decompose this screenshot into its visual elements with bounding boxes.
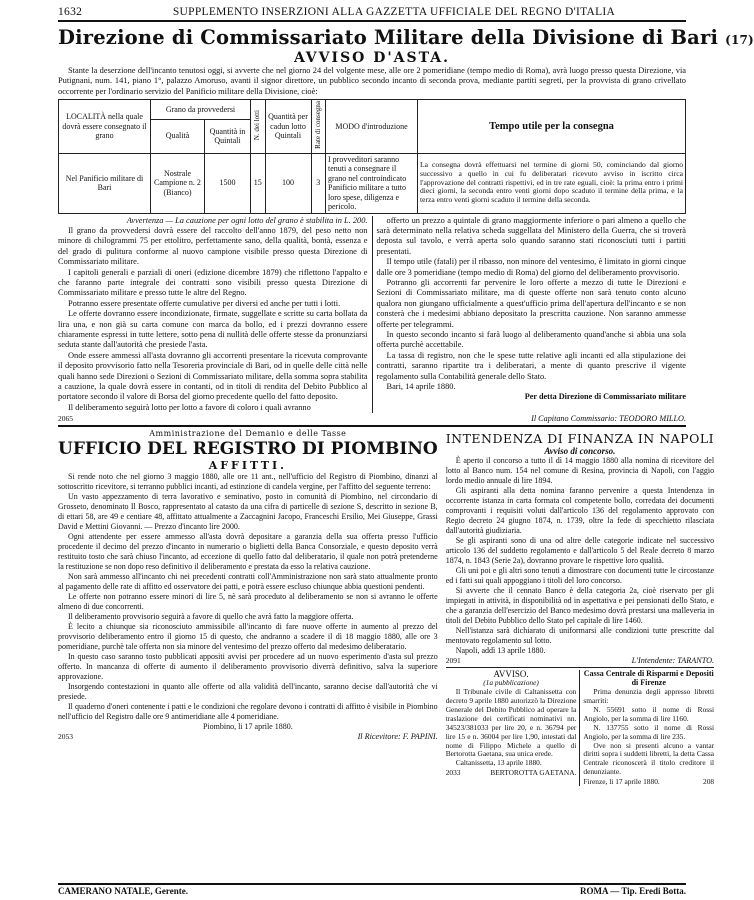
bari-notice xyxy=(58,26,754,424)
bari-avvertenza: Avvertenza — La cauzione per ogni lotto del grano è stabilita in L. 200. xyxy=(126,215,368,225)
page-footer xyxy=(58,883,686,896)
col-localita: LOCALITÀ nella quale dovrà essere consegnato il grano xyxy=(59,100,151,153)
bari-num: 2065 xyxy=(58,414,73,424)
piombino-num: 2053 xyxy=(58,732,73,742)
bari-intro: Stante la deserzione dell'incanto tenutosi oggi, si avverte che nel giorno 24 del volgente mese, alle ore 2 pomeridiane (tempo medio di Roma), avrà luogo presso questa Direzione, via Putignani, num. 141, piano 1°, palazzo Amoruso, avanti il signor direttore, un pubblico secondo incanto di seconda prova, mediante partiti segreti, per la provvista di grano crivellato occorrente per l'ordinario servizio del Panificio militare della Divisione, cioè: xyxy=(58,66,686,96)
firenze-notice: Cassa Centrale di Risparmi e Depositi di Firenze Prima denunzia degli appresso libretti smarriti: N. 55691 sotto il nome di Rossi Angiolo, per la somma di lire 1160. N. 137755 sotto il nome di Rossi Angiolo, per la somma di lire 235. Ove non si presenti alcuno a vantar diritti sopra i suddetti libretti, la detta Cassa Centrale riconoscerà il titolo creditore il denunziante. Firenze, li 17 aprile 1880. 208 xyxy=(583,669,715,787)
caltanissetta-notice: AVVISO. (1a pubblicazione) Il Tribunale civile di Caltanissetta con decreto 9 aprile 1880 autorizzò la Direzione Generale del Debito Pubblico ad operare la traslazione dei certificati nominativi nn. 34523/381033 per lire 20, e n. 36794 per lire 15 e n. 36004 per lire 1,90, intestati dal nome di Filippo Michele a quello di Bertorotta Gaetana, sua unica erede. Caltanissetta, 13 aprile 1880. 2033 BERTOROTTA GAETANA. xyxy=(445,669,577,778)
footer-printer: ROMA — Tip. Eredi Botta. xyxy=(579,886,686,896)
bari-title: Direzione di Commissariato Militare della Divisione di Bari (17) xyxy=(58,26,754,49)
running-title: SUPPLEMENTO INSERZIONI ALLA GAZZETTA UFFICIALE DEL REGNO D'ITALIA xyxy=(172,6,616,18)
napoli-subtitle: Avviso di concorso. xyxy=(544,446,616,457)
col-lotti: N. dei lotti xyxy=(251,100,266,153)
table-row: Nel Panificio militare di Bari Nostrale Campione n. 2 (Bianco) 1500 15 100 3 I provveditori saranno tenuti a consegnare il grano nel controindicato Panificio militare a tutto loro spese, diligenza e pericolo. La consegna dovrà effettuarsi nel termine di giorni 50, cominciando dal giorno successivo a quello in cui fu deliberatari ricevuto avviso in iscritto circa l'approvazione del contratti rispettivi, ed in tre rate eguali, cioè: la prima entro i primi dieci giorni, la seconda entro venti giorni dopo scaduto il termine della prima, e la terza entro venti giorni scaduto il termine della seconda. xyxy=(59,153,686,213)
napoli-title: INTENDENZA DI FINANZA IN NAPOLI xyxy=(445,431,715,447)
napoli-signature: L'Intendente: TARANTO. xyxy=(631,656,715,666)
bari-signature1: Per detta Direzione di Commissariato militare xyxy=(524,392,686,402)
col-quantita: Quantità in Quintali xyxy=(205,119,251,153)
piombino-title: UFFICIO DEL REGISTRO DI PIOMBINO xyxy=(58,439,438,460)
piombino-notice: Amministrazione del Demanio e delle Tasse UFFICIO DEL REGISTRO DI PIOMBINO AFFITTI. Si rende noto che nel giorno 3 maggio 1880, alle ore 11 ant., nell'ufficio del Registro di Piombino, dinanzi al sottoscritto ricevitore, si terranno pubblici incanti, ad estinzione di candela vergine, per l'affitto del seguente terreno: Un vasto appezzamento di terra lavorativo e seminativo, posto in comunità di Piombino, nel circondario di Grosseto, denominato Il Bosco, rappresentato al catasto da una cifra di particelle di sezione S, descritto in sezione B, di ettari 58, are 49 e centiare 48, affittato attualmente a Zaccagnini Jacopo, Franceschi Ersilio, Mei Giuseppe, Grassi David e Mettini Giovanni. — Prezzo d'incanto lire 2000. Ogni attendente per essere ammesso all'asta dovrà depositare a garanzia della sua offerta presso l'ufficio procedente il decimo del prezzo d'incanto in numerario o biglietti della Banca Consorziale, e questo deposito verrà restituito tosto che sarà chiuso l'incanto, ad eccezione di quello fatto dal deliberatario, il quale non potrà pretenderne la restituzione se non dopo reso definitivo il deliberamento e prestata da esso la relativa cauzione. Non sarà ammesso all'incanto chi nei precedenti contratti coll'Amministrazione non sarà stato attualmente pronto al pagamento delle rate di affitto ed osservatore dei patti, e potrà essere escluso chiunque abbia questioni pendenti. Le offerte non potranno essere minori di lire 5, nè sarà proceduto al deliberamento se non si avranno le offerte almeno di due concorrenti. Il deliberamento provvisorio seguirà a favore di quello che avrà fatto la maggiore offerta. È lecito a chiunque sia riconosciuto ammissibile all'incanto di fare nuove offerte in aumento al prezzo del provvisorio deliberamento entro il giorno 15 di questo, che andranno a scadere il dì 18 maggio 1880, alle ore 3 pomeridiane, purchè tale offerta non sia minore del ventesimo del prezzo offerto dal medesimo deliberatario. In questo caso saranno tosto pubblicati appositi avvisi per procedere ad un nuovo esperimento d'asta sul prezzo offerto. In mancanza di offerte di aumento il deliberamento provvisorio diverrà definitivo, salva la superiore approvazione. Insorgendo contestazioni in quanto alle offerte od alla validità dell'incanto, saranno decise dall'autorità che vi presiede. Il quaderno d'oneri contenente i patti e le condizioni che regolare devono i contratti di affitto è visibile in Piombino nell'ufficio del Registro dalle ore 9 antimeridiane alle 4 pomeridiane. Piombino, li 17 aprile 1880. 2053 Il Ricevitore: F. PAPINI. xyxy=(58,429,438,742)
page-number: 1632 xyxy=(58,6,83,18)
piombino-date: Piombino, li 17 aprile 1880. xyxy=(202,722,293,732)
newspaper-page xyxy=(58,6,754,896)
right-lower-column: INTENDENZA DI FINANZA IN NAPOLI Avviso di concorso. È aperto il concorso a tutto il dì 14 maggio 1880 alla nomina di ricevitore del lotto al Banco num. 154 nel comune di Resina, provincia di Napoli, con l'aggio lordo medio annuale di lire 1894. Gli aspiranti alla detta nomina faranno pervenire a questa Intendenza in occorrente istanza in carta formata col competente bollo, corredata dei documenti comprovanti i requisiti voluti dall'articolo 136 del regolamento approvato con Regio decreto 24 giugno 1874, n. 1739, oltre la fede di specchietto rilasciata dall'autorità giudiziaria. Se gli aspiranti sono di una od altre delle categorie indicate nel successivo articolo 136 del suddetto regolamento e dall'articolo 5 del Reale decreto 8 marzo 1874, n. 1843 (Serie 2a), dovranno provare le rispettive loro qualità. Gli uni poi e gli altri sono tenuti a dimostrare con documenti tutte le circostanze ed i fatti sui quali appoggiano i titoli del loro concorso. Si avverte che il cennato Banco è della categoria 2a, cioè riservato per gli impiegati in attività, in disponibilità od in aspettativa e pei pensionati dello Stato, e che a garanzia dell'esercizio del Banco medesimo dovrà prestarsi una malleveria in titoli del Debito Pubblico dello Stato pel capitale di lire 1460. Nell'istanza sarà dichiarato di uniformarsi alle condizioni tutte prescritte dal mentovato regolamento sul lotto. Napoli, addì 13 aprile 1880. 2091 L'Intendente: TARANTO. AVVISO. (1a pubblicazione) Il Tribunale civile di Caltanissetta con decreto 9 aprile 1880 autorizzò la Direzione Generale del Debito Pubblico ad operare la traslazione dei certificati nominativi nn. 34523/381033 per lire 20, e n. 36794 per lire 15 e n. 36004 per lire 1,90, intestati dal nome di Filippo Michele a quello di Bertorotta Gaetana, sua unica erede. Caltanissetta, 13 aprile 1880. 2033 BERTOROTTA GAETANA. Cassa Centrale di Risparmi e Depositi di Firenze Prima denunzia degli appresso libretti smarriti: N. 55691 sotto il nome di Rossi Angiolo, per la somma di lire 1160. N. 137755 sotto il nome di Rossi Angiolo, per la somma di lire 235. Ove non si presenti alcuno a vantar diritti sopra i suddetti libretti, la detta Cassa Centrale riconoscerà il titolo creditore il denunziante. Firenze, li 17 aprile 1880. 208 xyxy=(445,431,715,787)
col-rate: Rate di consegna xyxy=(311,100,326,153)
piombino-subtitle: AFFITTI. xyxy=(208,459,287,473)
bari-right-column: offerto un prezzo a quintale di grano maggiormente inferiore o pari almeno a quello che sarà determinato nella relativa scheda suggellata del Ministero della Guerra, che si troverà deposta sul tavolo, e verrà aperta solo quando saranno stati riconosciuti tutti i partiti presentati. Il tempo utile (fatali) per il ribasso, non minore del ventesimo, è limitato in giorni cinque dalle ore 3 pomeridiane (tempo medio di Roma) del giorno del deliberamento provvisorio. Potranno gli accorrenti far pervenire le loro offerte a mezzo di tutte le Direzioni e Sezioni di Commissariato militare, ma di queste offerte non sarà tenuto conto alcuno qualora non giungano ufficialmente a quest'ufficio prima dell'apertura dell'incanto e se non consterà che i medesimi abbiano depositato la prescritta cauzione. Non saranno ammesse offerte per telegrammi. In questo secondo incanto si farà luogo al deliberamento quand'anche si abbia una sola offerta purchè accettabile. La tassa di registro, non che le spese tutte relative agli incanti ed alla stipulazione dei contratti, saranno ripartite tra i deliberatari, a mente di quanto prescrive il vigente regolamento sulla Contabilità generale dello Stato. Bari, 14 aprile 1880. Per detta Direzione di Commissariato militare xyxy=(376,215,686,402)
col-tempo: Tempo utile per la consegna xyxy=(418,100,686,153)
col-qualita: Qualità xyxy=(151,119,205,153)
bari-subtitle: AVVISO D'ASTA. xyxy=(293,50,451,66)
bari-signature2: Il Capitano Commissario: TEODORO MILLO. xyxy=(531,414,686,424)
col-grano: Grano da provvedersi xyxy=(151,100,251,119)
napoli-date: Napoli, addì 13 aprile 1880. xyxy=(455,646,546,656)
piombino-head: Amministrazione del Demanio e delle Tasse xyxy=(149,429,347,439)
col-per-lotto: Quantità per cadun lotto Quintali xyxy=(265,100,311,153)
bari-table xyxy=(58,99,686,213)
footer-gerente: CAMERANO NATALE, Gerente. xyxy=(58,886,188,896)
firenze-title: Cassa Centrale di Risparmi e Depositi di Firenze xyxy=(583,669,714,688)
running-header xyxy=(58,6,686,20)
bari-left-column: Avvertenza — La cauzione per ogni lotto del grano è stabilita in L. 200. Il grano da provvedersi dovrà essere del raccolto dell'anno 1879, del peso netto non minore di chilogrammi 75 per ettolitro, perfettamente sano, della qualità, bontà, essenza e del grado di pulitura conforme al nuovo campione visibile presso questa Direzione di Commissariato militare. I capitoli generali e parziali di oneri (edizione dicembre 1879) che riflettono l'appalto e che faranno parte integrale dei contratti sono visibili presso questa Direzione di Commissariato militare e presso tutte le altre del Regno. Potranno essere presentate offerte cumulative per diversi ed anche per tutti i lotti. Le offerte dovranno essere incondizionate, firmate, suggellate e scritte su carta bollata da lira una, e non già su carta comune con marca da bollo, ed i prezzi dovranno essere chiaramente espressi in tutte lettere, sotto pena di nullità delle offerte stesse da pronunziarsi seduta stante dall'autorità che presiede l'asta. Onde essere ammessi all'asta dovranno gli accorrenti presentare la ricevuta comprovante il deposito provvisorio fatto nella Tesoreria provinciale di Bari, od in quelle delle città nelle quali hanno sede Direzioni o Sezioni di Commissariato militare, della somma sopra stabilita a cauzione, la quale dovrà essere in contanti, od in titoli di rendita del Debito Pubblico al portatore secondo il valore di Borsa del giorno precedente quello del fatto deposito. Il deliberamento seguirà lotto per lotto a favore di coloro i quali avranno xyxy=(58,215,368,412)
caltanissetta-title: AVVISO. xyxy=(493,669,529,680)
napoli-num: 2091 xyxy=(445,656,461,666)
col-modo: MODO d'introduzione xyxy=(326,100,418,153)
bari-date: Bari, 14 aprile 1880. xyxy=(386,382,456,392)
piombino-signature: Il Ricevitore: F. PAPINI. xyxy=(357,732,438,742)
